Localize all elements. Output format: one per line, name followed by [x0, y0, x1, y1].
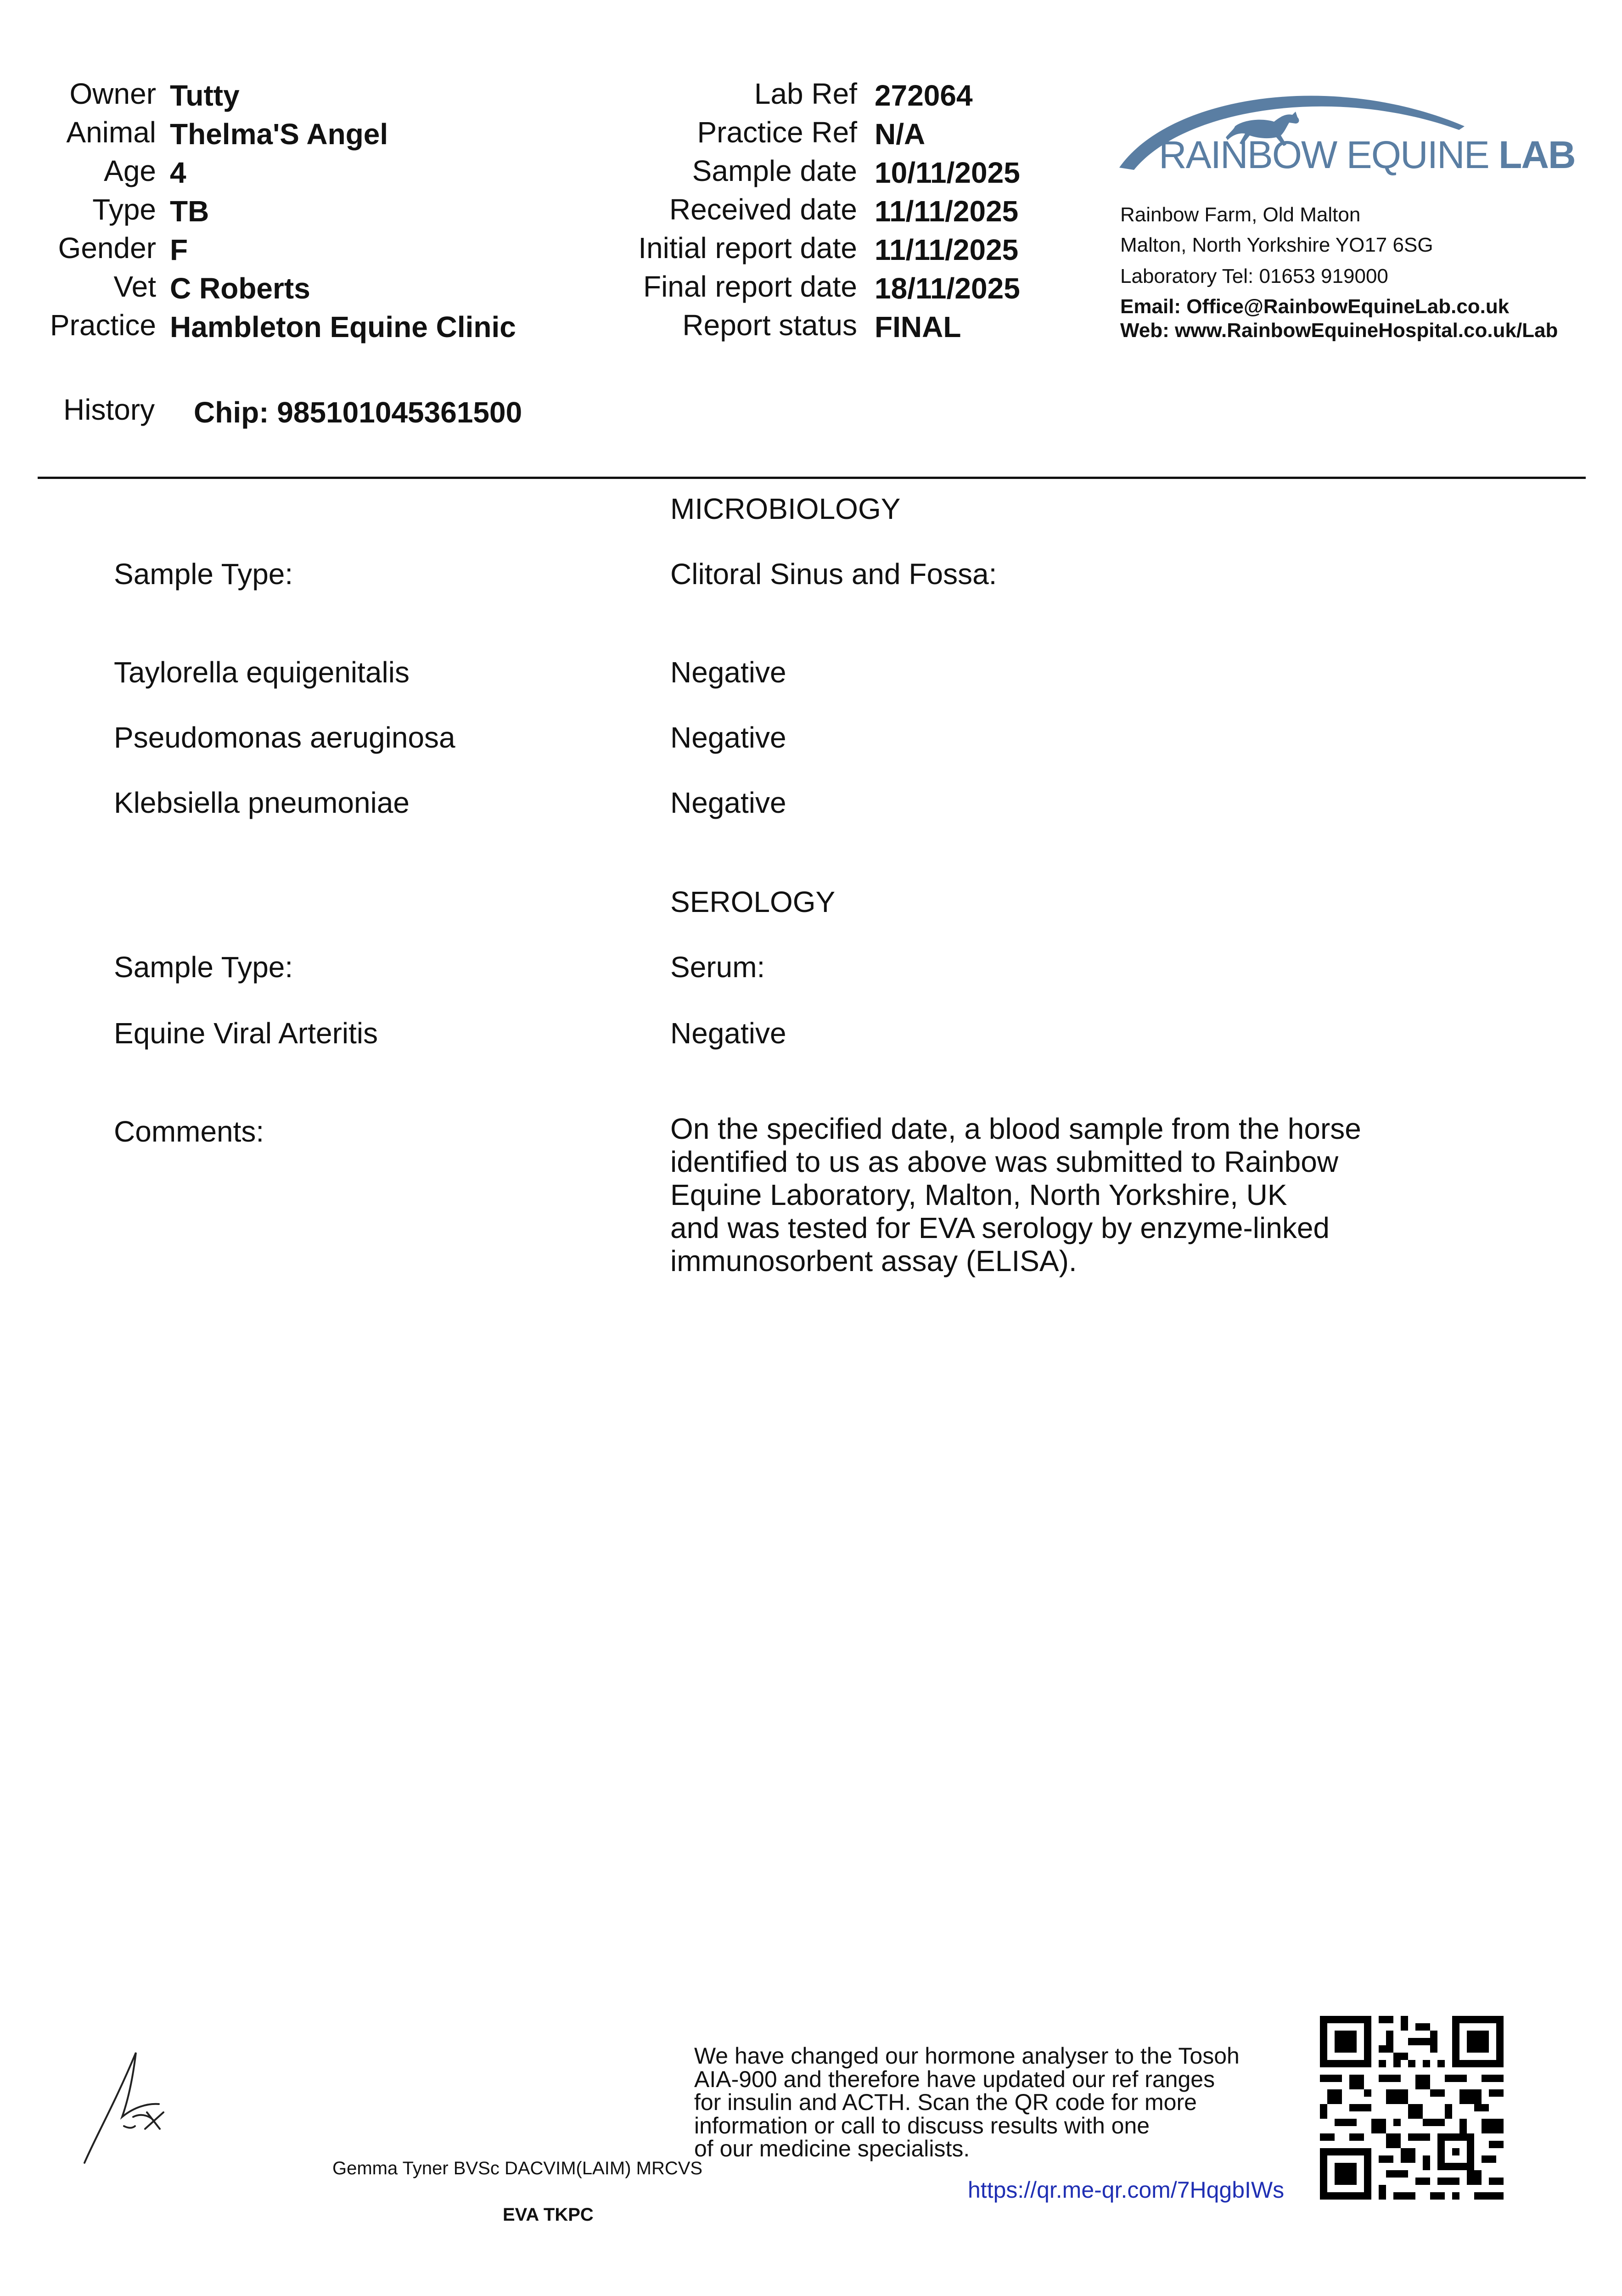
notice-line: AIA-900 and therefore have updated our ref ranges	[694, 2066, 1215, 2092]
notice-line: for insulin and ACTH. Scan the QR code for more	[694, 2089, 1197, 2115]
micro-sample-type-label: Sample Type:	[114, 557, 293, 591]
vet-label: Vet	[113, 270, 156, 303]
comment-line: Equine Laboratory, Malton, North Yorkshire, UK	[670, 1178, 1287, 1211]
practice-label: Practice	[50, 309, 156, 342]
test-name: Klebsiella pneumoniae	[114, 786, 410, 819]
test-result: Negative	[670, 786, 786, 819]
logo-text-light: RAINBOW EQUINE	[1159, 133, 1499, 176]
comments-label: Comments:	[114, 1115, 264, 1148]
lab-address-line1: Rainbow Farm, Old Malton	[1120, 203, 1361, 226]
notice-line: of our medicine specialists.	[694, 2136, 970, 2161]
comment-line: identified to us as above was submitted to Rainbow	[670, 1145, 1339, 1178]
report-code: EVA TKPC	[503, 2205, 594, 2225]
header-divider	[38, 477, 1586, 479]
type-value: TB	[170, 195, 209, 228]
practice-ref-value: N/A	[875, 118, 926, 151]
test-result: Negative	[670, 1017, 786, 1050]
test-name: Taylorella equigenitalis	[114, 656, 410, 689]
owner-value: Tutty	[170, 79, 240, 112]
owner-label: Owner	[69, 77, 156, 110]
gender-value: F	[170, 233, 188, 266]
signatory-name: Gemma Tyner BVSc DACVIM(LAIM) MRCVS	[332, 2158, 703, 2178]
comments-text	[670, 1112, 1361, 1277]
practice-value: Hambleton Equine Clinic	[170, 310, 516, 343]
report-details	[0, 0, 857, 413]
gender-label: Gender	[58, 231, 156, 264]
test-name: Pseudomonas aeruginosa	[114, 721, 455, 754]
comment-line: immunosorbent assay (ELISA).	[670, 1244, 1077, 1277]
vet-value: C Roberts	[170, 272, 310, 305]
report-status-value: FINAL	[875, 310, 961, 343]
sero-sample-type-value: Serum:	[670, 951, 765, 984]
comment-line: On the specified date, a blood sample from the horse	[670, 1112, 1361, 1145]
initial-report-date-label: Initial report date	[638, 231, 857, 264]
comment-line: and was tested for EVA serology by enzyme-linked	[670, 1211, 1330, 1244]
lab-website: Web: www.RainbowEquineHospital.co.uk/Lab	[1120, 319, 1558, 342]
received-date-label: Received date	[669, 193, 857, 226]
lab-ref-label: Lab Ref	[754, 77, 857, 110]
test-name: Equine Viral Arteritis	[114, 1017, 378, 1050]
history-value: Chip: 985101045361500	[194, 396, 522, 429]
serology-heading: SEROLOGY	[670, 885, 836, 918]
signature-image	[78, 2048, 184, 2181]
sample-date-label: Sample date	[692, 154, 857, 187]
notice-line: We have changed our hormone analyser to the Tosoh	[694, 2043, 1240, 2069]
age-label: Age	[104, 154, 156, 187]
initial-report-date-value: 11/11/2025	[875, 233, 1019, 266]
lab-telephone: Laboratory Tel: 01653 919000	[1120, 265, 1388, 287]
logo-wordmark	[1159, 135, 1575, 174]
micro-sample-type-value: Clitoral Sinus and Fossa:	[670, 557, 997, 591]
report-values	[875, 0, 1104, 413]
notice-line: information or call to discuss results with one	[694, 2112, 1150, 2138]
animal-label: Animal	[66, 116, 156, 149]
animal-value: Thelma'S Angel	[170, 118, 388, 151]
final-report-date-label: Final report date	[643, 270, 857, 303]
practice-ref-label: Practice Ref	[697, 116, 857, 149]
history-label: History	[63, 393, 155, 426]
lab-logo	[1116, 76, 1575, 181]
final-report-date-value: 18/11/2025	[875, 272, 1020, 305]
test-result: Negative	[670, 656, 786, 689]
type-label: Type	[92, 193, 156, 226]
lab-ref-value: 272064	[875, 79, 973, 112]
received-date-value: 11/11/2025	[875, 195, 1019, 228]
analyser-notice	[694, 2044, 1240, 2161]
report-status-label: Report status	[682, 309, 857, 342]
qr-code[interactable]	[1320, 2016, 1504, 2200]
age-value: 4	[170, 156, 186, 189]
test-result: Negative	[670, 721, 786, 754]
lab-email: Email: Office@RainbowEquineLab.co.uk	[1120, 295, 1510, 318]
sero-sample-type-label: Sample Type:	[114, 951, 293, 984]
sample-date-value: 10/11/2025	[875, 156, 1020, 189]
qr-link[interactable]: https://qr.me-qr.com/7HqgbIWs	[968, 2177, 1285, 2203]
lab-address-line2: Malton, North Yorkshire YO17 6SG	[1120, 234, 1433, 256]
microbiology-heading: MICROBIOLOGY	[670, 492, 901, 525]
logo-text-bold: LAB	[1499, 133, 1575, 176]
